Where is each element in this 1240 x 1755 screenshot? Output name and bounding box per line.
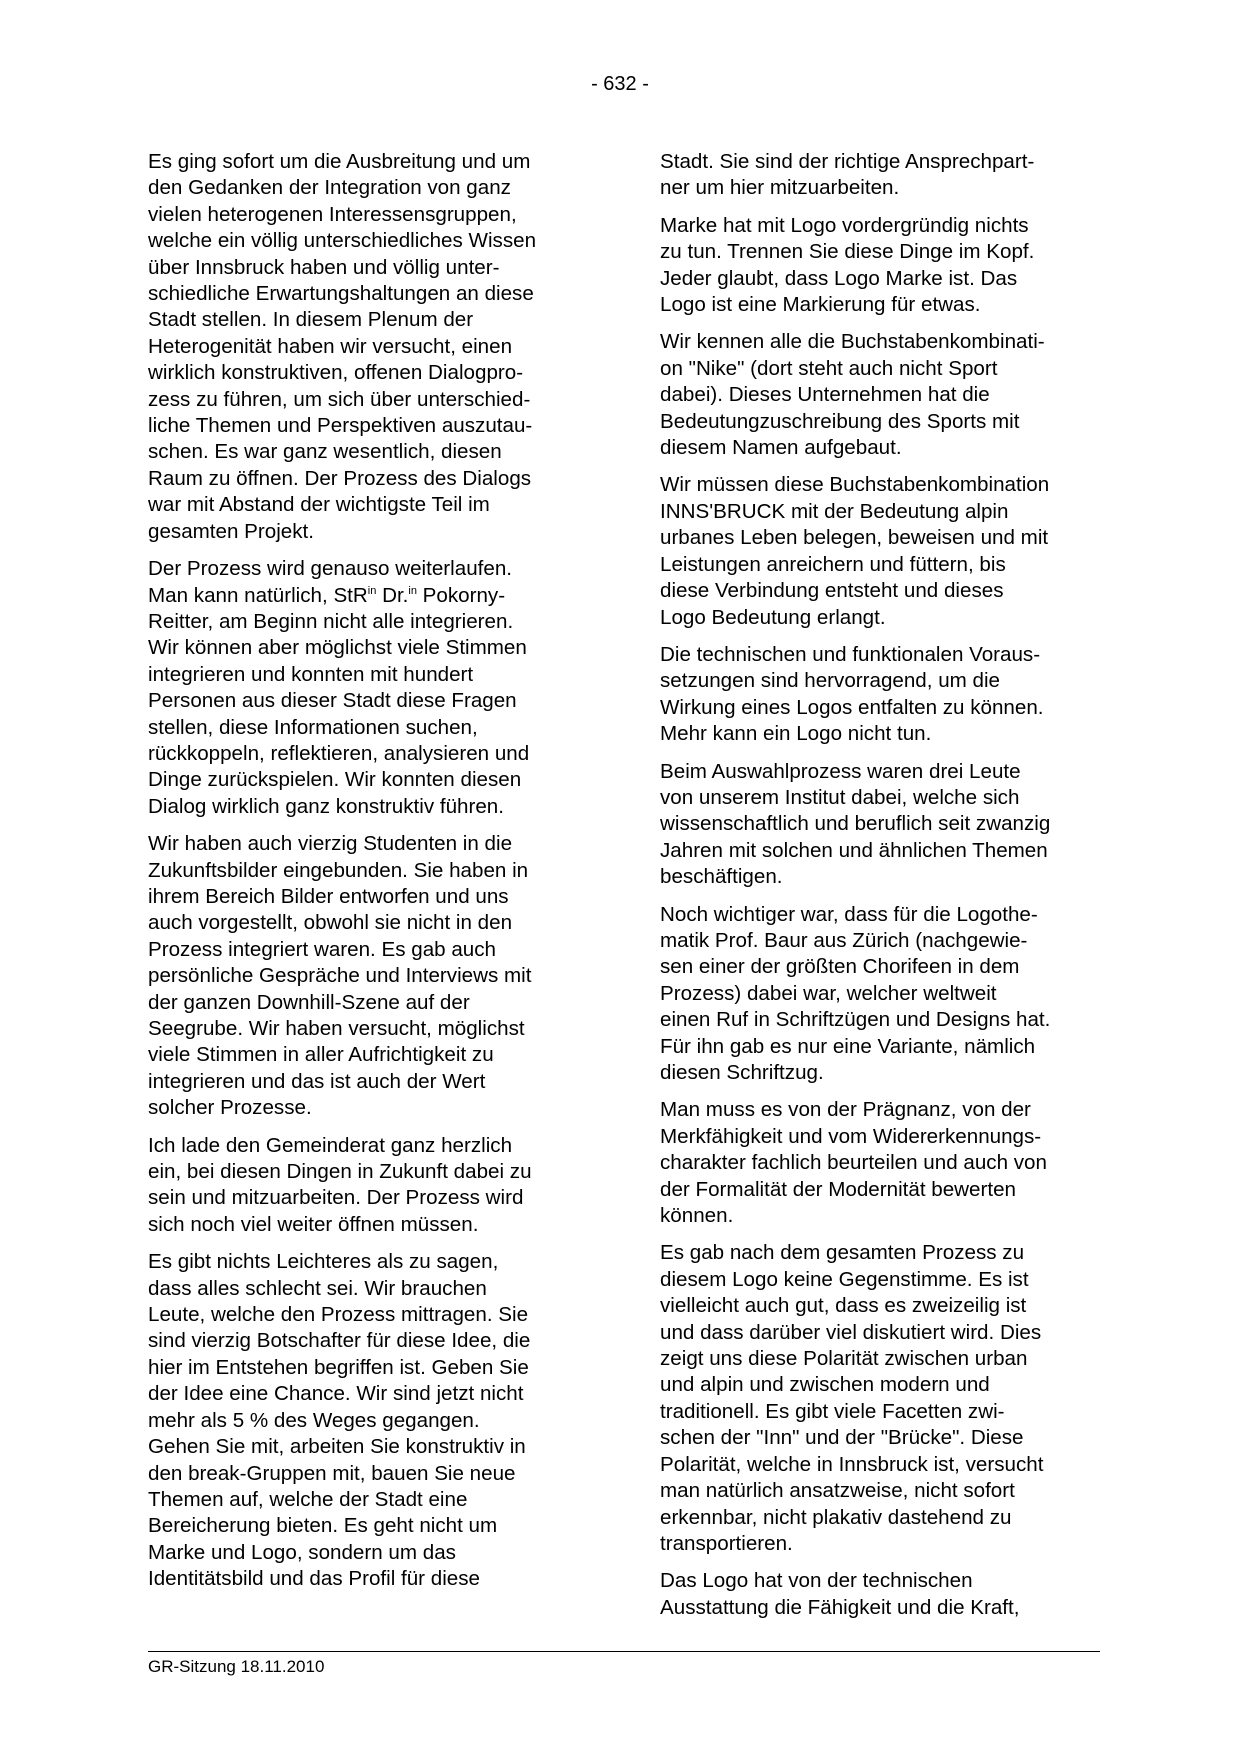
paragraph: Beim Auswahlprozess waren drei Leute von unserem Institut dabei, welche sich wissenschaftlich und beruflich seit zwanzig Jahren mit solchen und ähnlichen Themen beschäftigen. <box>660 759 1051 889</box>
paragraph: Das Logo hat von der technischen Ausstattung die Fähigkeit und die Kraft, <box>660 1569 1020 1619</box>
paragraph: Es gibt nichts Leichteres als zu sagen, dass alles schlecht sei. Wir brauchen Leute, welche den Prozess mittragen. Sie sind vierzig Botschafter für diese Idee, die hier im Entstehen begriffen ist. Geben Sie der Idee eine Chance. Wir sind jetzt nicht mehr als 5 % des Weges gegangen. Gehen Sie mit, arbeiten Sie konstruktiv in den break-Gruppen mit, bauen Sie neue Themen auf, welche der Stadt eine Bereicherung bieten. Es geht nicht um Marke und Logo, sondern um das Identitätsbild und das Profil für diese <box>148 1250 531 1591</box>
paragraph: Es gab nach dem gesamten Prozess zu diesem Logo keine Gegenstimme. Es ist vielleicht auch gut, dass es zweizeilig ist und dass darüber viel diskutiert wird. Dies zeigt uns diese Polarität zwischen urban und alpin und zwischen modern und traditionell. Es gibt viele Facetten zwi- schen der "Inn" und der "Brücke". Diese Polarität, welche in Innsbruck ist, versucht man natürlich ansatzweise, nicht sofort erkennbar, nicht plakativ dastehend zu transportieren. <box>660 1241 1044 1555</box>
superscript: in <box>367 584 377 597</box>
paragraph: Es ging sofort um die Ausbreitung und um den Gedanken der Integration von ganz vielen heterogenen Interessensgruppen, welche ein völlig unterschiedliches Wissen über Innsbruck haben und völlig unter- schiedliche Erwartungshaltungen an diese Stadt stellen. In diesem Plenum der Heterogenität haben wir versucht, einen wirklich konstruktiven, offenen Dialogpro- zess zu führen, um sich über unterschied- liche Themen und Perspektiven auszutau- schen. Es war ganz wesentlich, diesen Raum zu öffnen. Der Prozess des Dialogs war mit Abstand der wichtigste Teil im gesamten Projekt. <box>148 150 537 543</box>
right-column <box>660 149 1100 1632</box>
paragraph-with-titles <box>148 556 593 820</box>
text-fragment: Dr. <box>376 583 409 607</box>
footer-session-date: GR-Sitzung 18.11.2010 <box>148 1657 325 1676</box>
page-number: - 632 - <box>591 73 649 95</box>
paragraph: Ich lade den Gemeinderat ganz herzlich ein, bei diesen Dingen in Zukunft dabei zu sein und mitzuarbeiten. Der Prozess wird sich noch viel weiter öffnen müssen. <box>148 1133 532 1236</box>
text-fragment: Pokorny- <box>416 583 506 607</box>
superscript: in <box>408 584 417 597</box>
paragraph: Marke hat mit Logo vordergründig nichts zu tun. Trennen Sie diese Dinge im Kopf. Jeder glaubt, dass Logo Marke ist. Das Logo ist eine Markierung für etwas. <box>660 213 1035 317</box>
footer-divider <box>148 1651 1100 1652</box>
paragraph: Wir kennen alle die Buchstabenkombinati- on "Nike" (dort steht auch nicht Sport dabei). Dieses Unternehmen hat die Bedeutungzuschreibung des Sports mit diesem Namen aufgebaut. <box>660 330 1045 460</box>
paragraph: Stadt. Sie sind der richtige Ansprechpart- ner um hier mitzuarbeiten. <box>660 150 1035 200</box>
text-fragment: Man kann natürlich, StR <box>148 583 368 607</box>
paragraph: Wir haben auch vierzig Studenten in die Zukunftsbilder eingebunden. Sie haben in ihrem Bereich Bilder entworfen und uns auch vorgestellt, obwohl sie nicht in den Prozess integriert waren. Es gab auch persönliche Gespräche und Interviews mit der ganzen Downhill-Szene auf der Seegrube. Wir haben versucht, möglichst viele Stimmen in aller Aufrichtigkeit zu integrieren und das ist auch der Wert solcher Prozesse. <box>148 832 532 1120</box>
left-column <box>148 149 593 1604</box>
paragraph: Man muss es von der Prägnanz, von der Merkfähigkeit und vom Widererkennungs- charakter fachlich beurteilen und auch von der Formalität der Modernität bewerten können. <box>660 1098 1047 1228</box>
text-block: Reitter, am Beginn nicht alle integrieren. Wir können aber möglichst viele Stimmen integrieren und konnten mit hundert Personen aus dieser Stadt diese Fragen stellen, diese Informationen suchen, rückkoppeln, reflektieren, analysieren und Dinge zurückspielen. Wir konnten diesen Dialog wirklich ganz konstruktiv führen. <box>148 609 530 818</box>
paragraph: Noch wichtiger war, dass für die Logothe- matik Prof. Baur aus Zürich (nachgewie- sen einer der größten Chorifeen in dem Prozess) dabei war, welcher weltweit einen Ruf in Schriftzügen und Designs hat. Für ihn gab es nur eine Variante, nämlich diesen Schriftzug. <box>660 902 1051 1084</box>
paragraph: Die technischen und funktionalen Voraus- setzungen sind hervorragend, um die Wirkung eines Logos entfalten zu können. Mehr kann ein Logo nicht tun. <box>660 642 1044 746</box>
text-line: Der Prozess wird genauso weiterlaufen. <box>148 557 513 581</box>
paragraph: Wir müssen diese Buchstabenkombination INNS'BRUCK mit der Bedeutung alpin urbanes Leben belegen, beweisen und mit Leistungen anreichern und füttern, bis diese Verbindung entsteht und dieses Logo Bedeutung erlangt. <box>660 473 1050 629</box>
